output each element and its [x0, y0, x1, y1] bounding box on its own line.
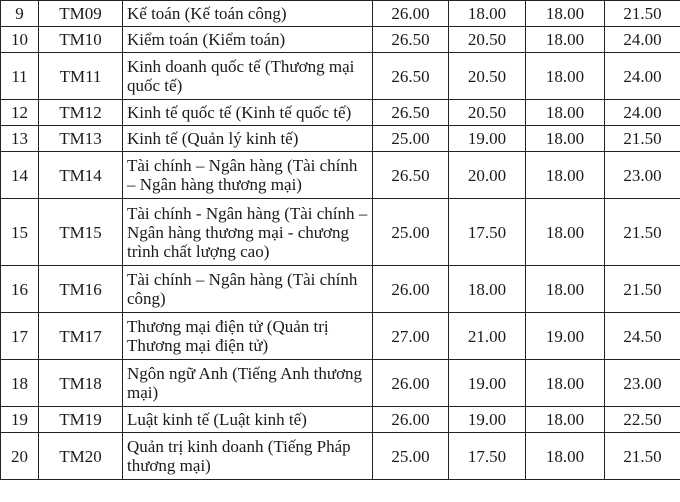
score-3-cell: 18.00 [526, 199, 605, 266]
score-1-cell: 27.00 [373, 313, 449, 360]
major-name-cell: Kiểm toán (Kiểm toán) [123, 27, 373, 53]
score-2-cell: 20.00 [449, 152, 526, 199]
row-number-cell: 19 [1, 407, 39, 433]
major-code-cell: TM13 [39, 126, 123, 152]
score-4-cell: 21.50 [605, 1, 680, 27]
table-row [1, 100, 680, 126]
major-code-cell: TM15 [39, 199, 123, 266]
major-code-cell: TM14 [39, 152, 123, 199]
major-code-cell: TM20 [39, 433, 123, 480]
major-name-cell: Kinh doanh quốc tế (Thương mại quốc tế) [123, 53, 373, 100]
major-name-cell: Tài chính – Ngân hàng (Tài chính – Ngân hàng thương mại) [123, 152, 373, 199]
table-row [1, 433, 680, 480]
score-2-cell: 20.50 [449, 100, 526, 126]
table-row [1, 266, 680, 313]
row-number-cell: 16 [1, 266, 39, 313]
row-number-cell: 9 [1, 1, 39, 27]
table-row [1, 360, 680, 407]
table-row [1, 199, 680, 266]
score-1-cell: 25.00 [373, 126, 449, 152]
score-3-cell: 18.00 [526, 53, 605, 100]
major-code-cell: TM11 [39, 53, 123, 100]
row-number-cell: 17 [1, 313, 39, 360]
table-row [1, 53, 680, 100]
row-number-cell: 18 [1, 360, 39, 407]
score-3-cell: 19.00 [526, 313, 605, 360]
score-4-cell: 21.50 [605, 266, 680, 313]
major-code-cell: TM17 [39, 313, 123, 360]
score-2-cell: 21.00 [449, 313, 526, 360]
major-name-cell: Ngôn ngữ Anh (Tiếng Anh thương mại) [123, 360, 373, 407]
table-row [1, 27, 680, 53]
table-row [1, 1, 680, 27]
score-2-cell: 17.50 [449, 199, 526, 266]
major-name-cell: Luật kinh tế (Luật kinh tế) [123, 407, 373, 433]
score-3-cell: 18.00 [526, 27, 605, 53]
score-1-cell: 25.00 [373, 199, 449, 266]
score-1-cell: 26.50 [373, 27, 449, 53]
row-number-cell: 15 [1, 199, 39, 266]
major-name-cell: Tài chính - Ngân hàng (Tài chính – Ngân hàng thương mại - chương trình chất lượng cao) [123, 199, 373, 266]
row-number-cell: 11 [1, 53, 39, 100]
major-code-cell: TM19 [39, 407, 123, 433]
table-row [1, 126, 680, 152]
major-name-cell: Quản trị kinh doanh (Tiếng Pháp thương mại) [123, 433, 373, 480]
row-number-cell: 14 [1, 152, 39, 199]
score-4-cell: 21.50 [605, 199, 680, 266]
major-code-cell: TM12 [39, 100, 123, 126]
score-1-cell: 26.00 [373, 266, 449, 313]
score-2-cell: 20.50 [449, 27, 526, 53]
score-2-cell: 18.00 [449, 1, 526, 27]
score-4-cell: 24.00 [605, 53, 680, 100]
score-2-cell: 18.00 [449, 266, 526, 313]
major-code-cell: TM16 [39, 266, 123, 313]
score-4-cell: 23.00 [605, 152, 680, 199]
score-3-cell: 18.00 [526, 266, 605, 313]
table-row [1, 313, 680, 360]
score-1-cell: 26.00 [373, 407, 449, 433]
major-name-cell: Kế toán (Kế toán công) [123, 1, 373, 27]
score-3-cell: 18.00 [526, 126, 605, 152]
score-3-cell: 18.00 [526, 433, 605, 480]
score-2-cell: 19.00 [449, 407, 526, 433]
table-row [1, 152, 680, 199]
score-3-cell: 18.00 [526, 407, 605, 433]
score-4-cell: 23.00 [605, 360, 680, 407]
row-number-cell: 10 [1, 27, 39, 53]
score-2-cell: 19.00 [449, 360, 526, 407]
major-name-cell: Kinh tế quốc tế (Kinh tế quốc tế) [123, 100, 373, 126]
score-2-cell: 19.00 [449, 126, 526, 152]
major-code-cell: TM10 [39, 27, 123, 53]
row-number-cell: 20 [1, 433, 39, 480]
score-4-cell: 21.50 [605, 433, 680, 480]
score-4-cell: 22.50 [605, 407, 680, 433]
major-name-cell: Thương mại điện tử (Quản trị Thương mại điện tử) [123, 313, 373, 360]
score-4-cell: 21.50 [605, 126, 680, 152]
row-number-cell: 12 [1, 100, 39, 126]
score-4-cell: 24.00 [605, 100, 680, 126]
score-2-cell: 17.50 [449, 433, 526, 480]
score-1-cell: 26.50 [373, 53, 449, 100]
table-body [1, 1, 680, 480]
major-name-cell: Tài chính – Ngân hàng (Tài chính công) [123, 266, 373, 313]
score-2-cell: 20.50 [449, 53, 526, 100]
score-3-cell: 18.00 [526, 100, 605, 126]
score-1-cell: 26.00 [373, 360, 449, 407]
score-3-cell: 18.00 [526, 152, 605, 199]
score-1-cell: 26.50 [373, 100, 449, 126]
row-number-cell: 13 [1, 126, 39, 152]
major-code-cell: TM18 [39, 360, 123, 407]
table-row [1, 407, 680, 433]
score-4-cell: 24.50 [605, 313, 680, 360]
score-3-cell: 18.00 [526, 360, 605, 407]
major-name-cell: Kinh tế (Quản lý kinh tế) [123, 126, 373, 152]
score-3-cell: 18.00 [526, 1, 605, 27]
score-4-cell: 24.00 [605, 27, 680, 53]
score-1-cell: 25.00 [373, 433, 449, 480]
major-code-cell: TM09 [39, 1, 123, 27]
score-1-cell: 26.50 [373, 152, 449, 199]
score-1-cell: 26.00 [373, 1, 449, 27]
